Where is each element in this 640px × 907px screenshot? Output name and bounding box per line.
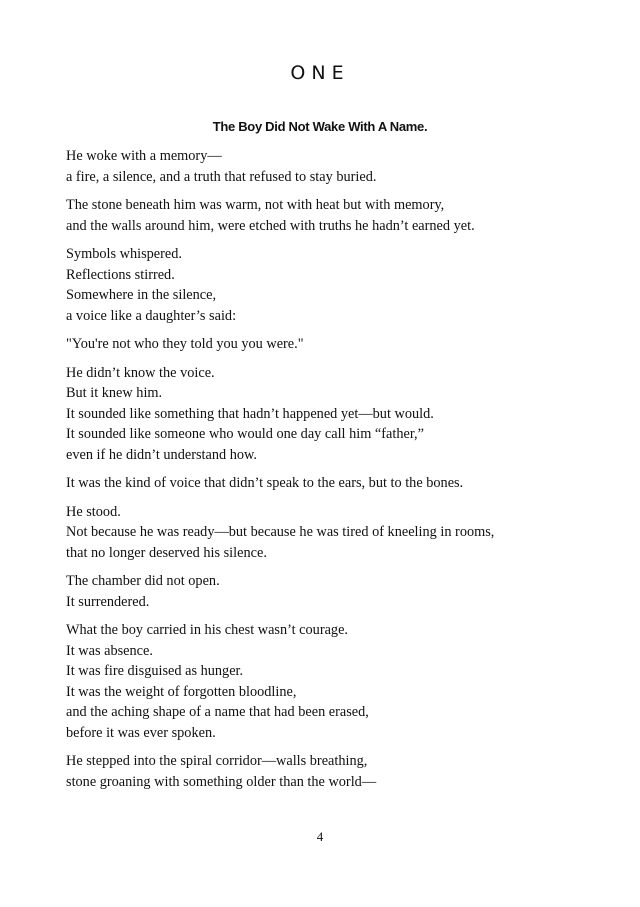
text-line: It surrendered. [66,593,150,610]
stanza [66,244,586,326]
text-line: Somewhere in the silence, [66,287,217,303]
text-line: a fire, a silence, and a truth that refused to stay buried. [66,168,377,185]
text-line: The chamber did not open. [66,573,220,589]
text-line: Reflections stirred. [66,266,175,283]
text-line: The stone beneath him was warm, not with heat but with memory, [66,197,445,213]
page-number: 4 [316,829,324,844]
text-line: and the walls around him, were etched with truths he hadn’t earned yet. [66,217,475,234]
stanza [66,751,586,792]
text-line: stone groaning with something older than the world— [66,773,377,790]
text-line: It was absence. [66,642,153,659]
chapter-title: ONE [290,62,350,84]
text-line: "You're not who they told you you were." [66,336,304,352]
stanza [66,473,586,494]
text-line: He woke with a memory— [66,148,222,164]
chapter-body [66,146,586,800]
text-line: He stepped into the spiral corridor—walls breathing, [66,753,368,769]
stanza [66,571,586,612]
stanza [66,146,586,187]
text-line: Symbols whispered. [66,246,182,262]
text-line: What the boy carried in his chest wasn’t courage. [66,622,349,638]
text-line: and the aching shape of a name that had been erased, [66,704,369,720]
stanza [66,502,586,564]
chapter-subtitle: The Boy Did Not Wake With A Name. [212,119,428,134]
text-line: Not because he was ready—but because he was tired of kneeling in rooms, [66,524,495,540]
text-line: a voice like a daughter’s said: [66,307,237,324]
stanza [66,363,586,466]
text-line: It was fire disguised as hunger. [66,663,244,679]
text-line: that no longer deserved his silence. [66,544,267,561]
text-line: before it was ever spoken. [66,724,216,741]
text-line: It was the kind of voice that didn’t speak to the ears, but to the bones. [66,475,464,491]
stanza [66,620,586,743]
text-line: But it knew him. [66,385,163,401]
text-line: It sounded like someone who would one day call him “father,” [66,426,424,442]
stanza [66,334,586,355]
text-line: It was the weight of forgotten bloodline, [66,683,297,700]
text-line: even if he didn’t understand how. [66,446,257,463]
stanza [66,195,586,236]
text-line: He stood. [66,503,121,520]
text-line: It sounded like something that hadn’t happened yet—but would. [66,405,434,422]
text-line: He didn’t know the voice. [66,364,215,381]
